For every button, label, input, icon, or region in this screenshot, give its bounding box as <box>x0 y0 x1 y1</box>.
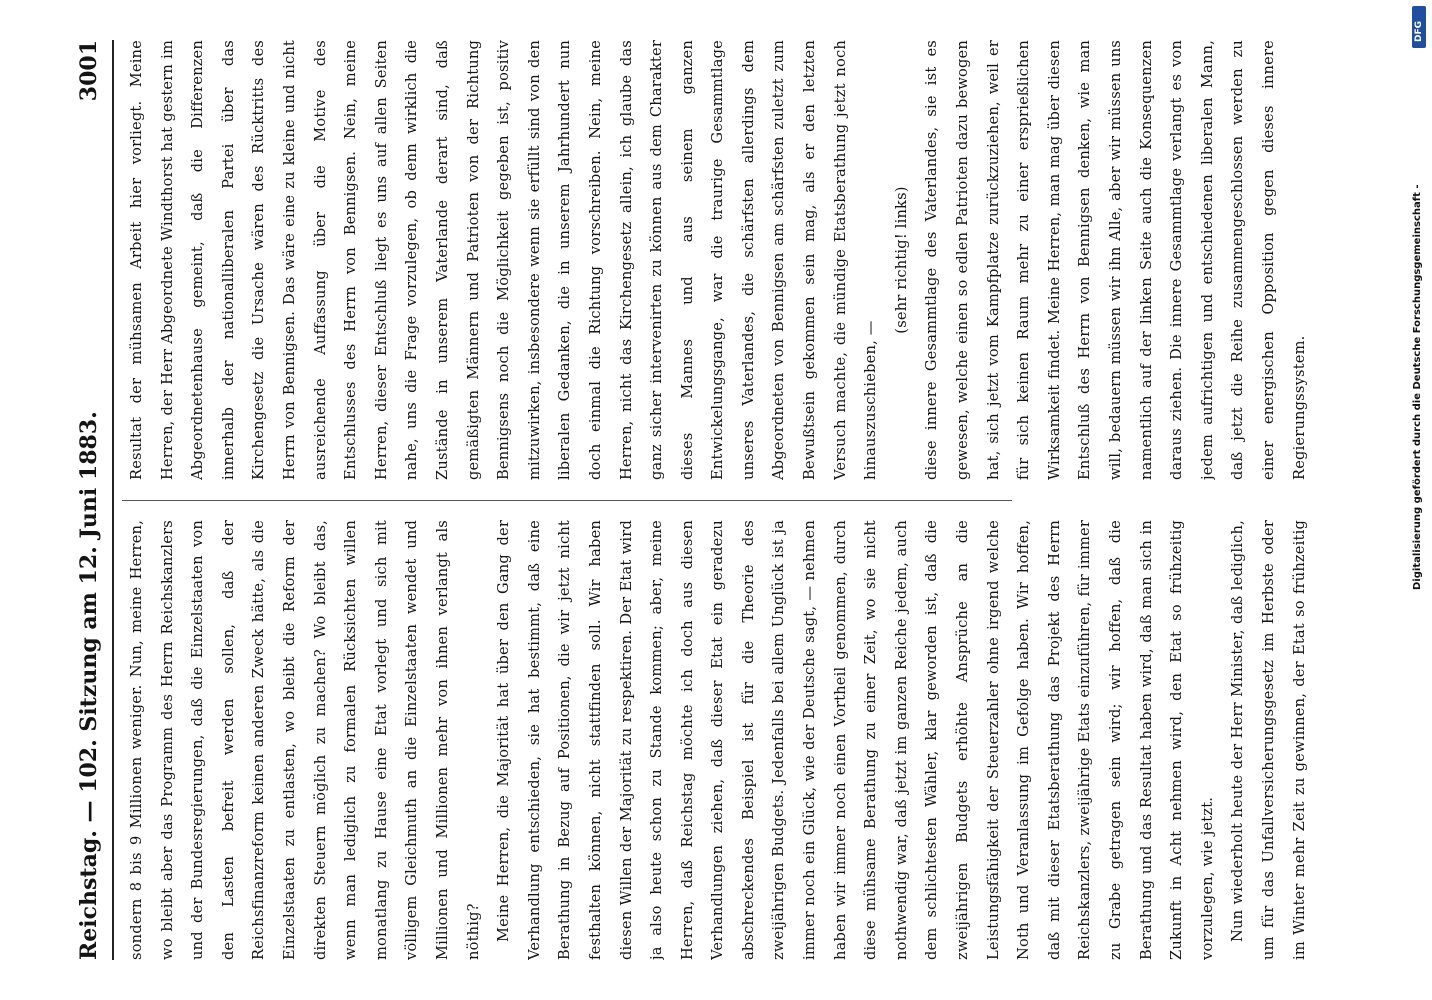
dfg-funding-note: Digitalisierung gefördert durch die Deutsche Forschungsgemeinschaft - <box>1412 184 1423 590</box>
page-header <box>76 40 110 960</box>
paragraph: Nun wiederholt heute der Herr Minister, daß lediglich, um für das Unfallversicherungsgesetz im Herbste oder im Winter mehr Zeit zu gewinnen, der Etat so frühzeitig <box>1229 520 1308 960</box>
paragraph: Meine Herren, die Majorität hat über den Gang der Verhandlung entschieden, sie hat bestimmt, daß eine Berathung in Bezug auf Positionen, die wir jetzt nicht festhalten können, nicht stattfinden soll. Wir haben diesen Willen der Majorität zu respektiren. Der Etat wird ja also heute schon zu Stande kommen; aber, meine Herren, daß Reichstag möchte ich doch aus diesen Verhandlungen ziehen, daß dieser Etat ein geradezu abschreckendes Beispiel ist für die Theorie des zweijährigen Budgets. Jedenfalls bei allem Unglück ist ja immer noch ein Glück, wie der Deutsche sagt, — nehmen haben wir immer noch einen Vortheil genommen, durch diese mühsame Berathung zu einer Zeit, wo sie nicht nothwendig war, daß jetzt im ganzen Reiche jedem, auch dem schlichtesten Wähler, klar geworden ist, daß die zweijährigen Budgets erhöhte Ansprüche an die Leistungsfähigkeit der Steuerzahler ohne irgend welche Noth und Veranlassung im Gefolge haben. Wir hoffen, daß mit dieser Etatsberathung das Projekt des Herrn Reichskanzlers, zweijährige Etats einzuführen, für immer zu Grabe getragen sein wird; wir hoffen, daß die Berathung und das Resultat haben wird, daß man sich in Zukunft in Acht nehmen wird, den Etat so frühzeitig vorzulegen, wie jetzt. <box>495 520 1216 960</box>
left-column <box>122 520 1320 960</box>
header-page-number: 3001 <box>76 40 102 102</box>
column-divider <box>122 500 1012 501</box>
dfg-logo-text: DFG <box>1414 20 1424 42</box>
scanned-page <box>70 0 1330 1000</box>
paragraph: sondern 8 bis 9 Millionen weniger. Nun, meine Herren, wo bleibt aber das Programm des Herrn Reichskanzlers und der Bundesregierungen, daß die Einzelstaaten von den Lasten befreit werden sollen, daß der Reichsfinanzreform keinen anderen Zweck hätte, als die Einzelstaaten zu entlasten, wo bleibt die Reform der direkten Steuern möglich zu machen? Wo bleibt das, wenn man lediglich zu formalen Rücksichten willen monatlang zu Hause eine Etat vorlegt und sich mit völligem Gleichmuth an die Einzelstaaten wendet und Millionen und Millionen mehr von ihnen verlangt als nöthig? <box>128 520 482 960</box>
header-session-title: Reichstag. — 102. Sitzung am 12. Juni 1883. <box>76 411 102 960</box>
interjection: (sehr richtig! links) <box>892 186 910 334</box>
right-column <box>122 40 1320 480</box>
paragraph: Resultat der mühsamen Arbeit hier vorliegt. Meine Herren, der Herr Abgeordnete Windthorst hat gestern im Abgeordnetenhause gemeint, daß die Differenzen innerhalb der nationalliberalen Partei über das Kirchengesetz die Ursache wären des Rücktritts des Herrn von Bennigsen. Das wäre eine zu kleine und nicht ausreichende Auffassung über die Motive des Entschlusses des Herrn von Bennigsen. Nein, meine Herren, dieser Entschluß liegt es uns auf allen Seiten nahe, uns die Frage vorzulegen, ob denn wirklich die Zustände in unserem Vaterlande derart sind, daß gemäßigten Männern und Patrioten von der Richtung Bennigsens noch die Möglichkeit gegeben ist, positiv mitzuwirken, insbesondere wenn sie erfüllt sind von den liberalen Gedanken, die in unserem Jahrhundert nun doch einmal die Richtung vorschreiben. Nein, meine Herren, nicht das Kirchengesetz allein, ich glaube das ganz sicher intervenirten zu können aus dem Charakter dieses Mannes und aus seinem ganzen Entwickelungsgange, war die traurige Gesammtlage unseres Vaterlandes, die schärfsten allerdings dem Abgeordneten von Bennigsen am schärfsten zuletzt zum Bewußtsein gekommen sein mag, als er den letzten Versuch machte, die mündige Etatsberathung jetzt noch hinauszuschieben, — <box>128 40 880 480</box>
header-rule <box>112 40 114 960</box>
dfg-sidebar <box>1410 0 1430 1000</box>
interjection <box>1315 40 1320 480</box>
paragraph: diese innere Gesammtlage des Vaterlandes, sie ist es gewesen, welche einen so edlen Patrioten dazu bewogen hat, sich jetzt vom Kampfplatze zurückzuziehen, weil er für sich keinen Raum mehr zu einer ersprießlichen Wirksamkeit findet. Meine Herren, man mag über diesen Entschluß des Herrn von Bennigsen denken, wie man will, bedauern müssen wir ihn Alle, aber wir müssen uns namentlich auf der linken Seite auch die Konsequenzen daraus ziehen. Die innere Gesammtlage verlangt es von jedem aufrichtigen und entschiedenen liberalen Mann, daß jetzt die Reihe zusammengeschlossen werden zu einer energischen Opposition gegen dieses innere Regierungssystem. <box>923 40 1308 480</box>
